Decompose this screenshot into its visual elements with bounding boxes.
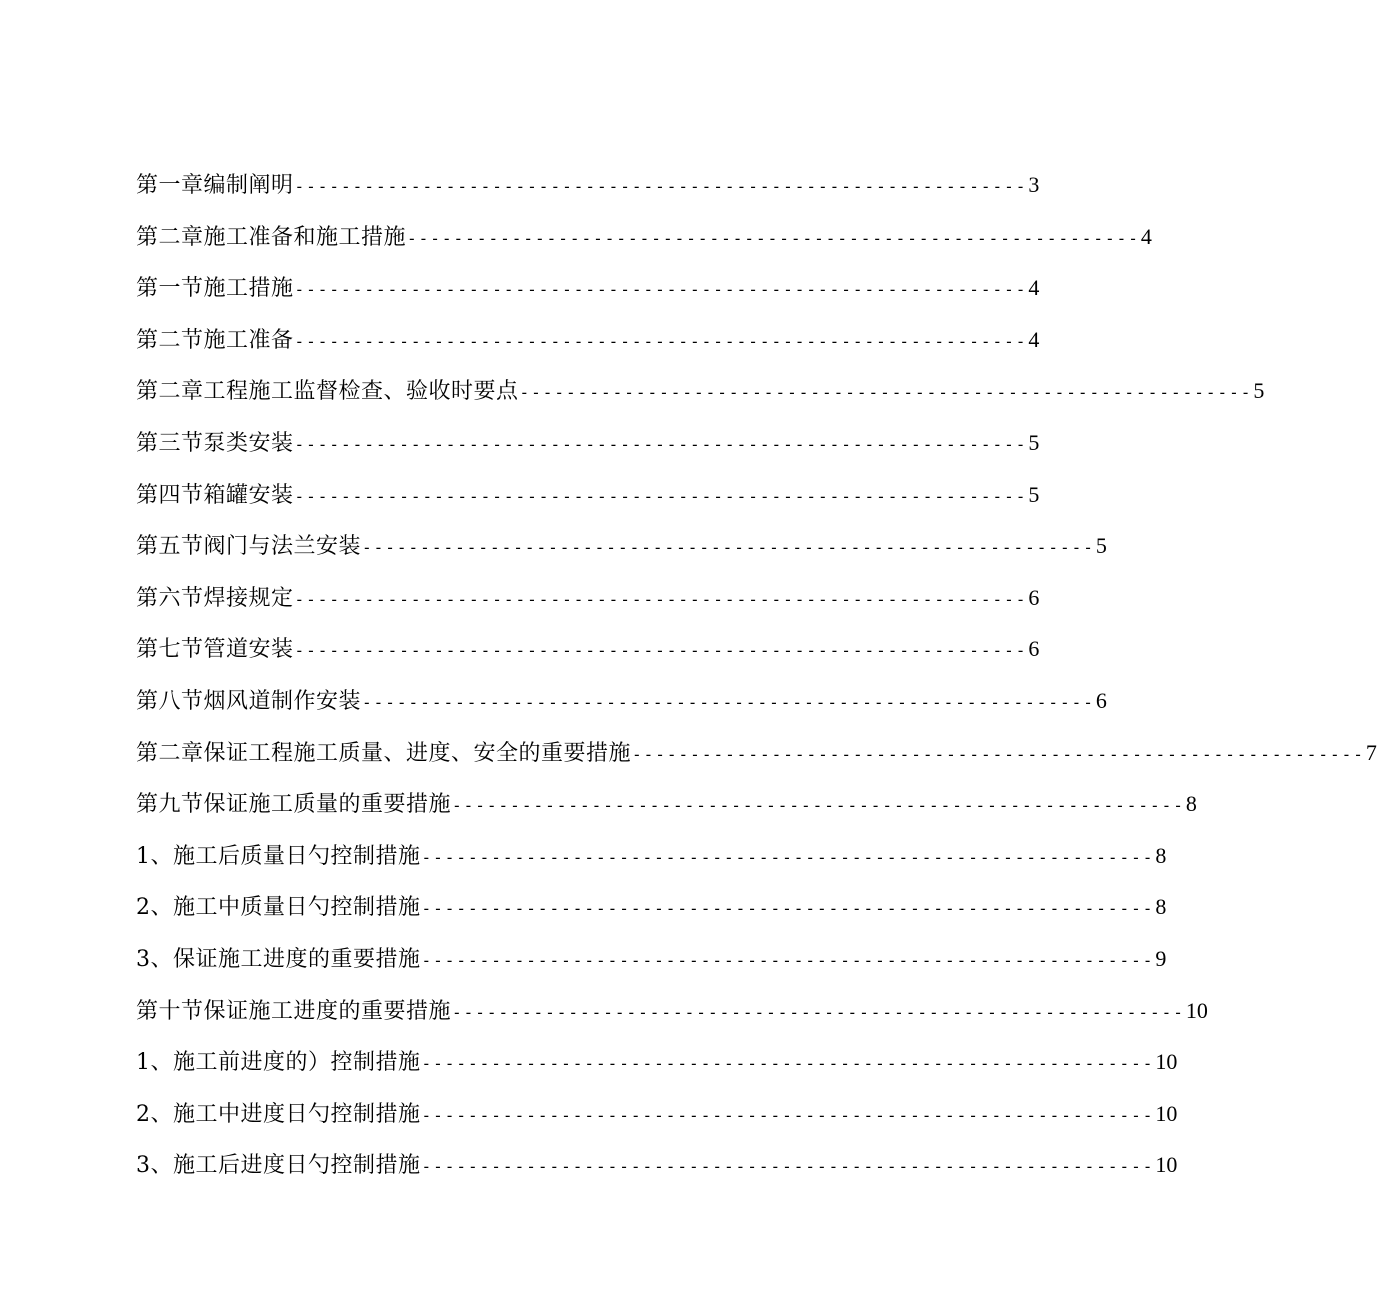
toc-entry-title: 第十节保证施工进度的重要措施: [136, 998, 452, 1024]
toc-entry-leader: ---------------------------------------------------------------: [452, 796, 1185, 816]
toc-entry-page: 5: [1095, 533, 1107, 559]
toc-entry-leader: ---------------------------------------------------------------: [421, 1054, 1155, 1074]
toc-entry[interactable]: [136, 273, 1040, 325]
toc-entry-title: 第六节焊接规定: [136, 585, 294, 611]
toc-entry[interactable]: [136, 325, 1040, 377]
toc-entry[interactable]: [136, 686, 1107, 738]
toc-entry-title: 第四节箱罐安装: [136, 482, 294, 508]
toc-entry-page: 4: [1140, 223, 1152, 249]
toc-entry-title: 2、施工中质量日勺控制措施: [136, 895, 421, 921]
toc-entry-leader: ---------------------------------------------------------------: [294, 486, 1028, 506]
toc-entry-page: 6: [1028, 636, 1040, 662]
toc-entry-title: 第五节阀门与法兰安装: [136, 534, 362, 560]
toc-entry[interactable]: [136, 531, 1107, 583]
toc-entry-leader: ---------------------------------------------------------------: [362, 692, 1095, 712]
table-of-contents: [136, 170, 1377, 1202]
toc-entry[interactable]: [136, 428, 1040, 480]
toc-entry-title: 第二节施工准备: [136, 327, 294, 353]
toc-entry-page: 8: [1185, 791, 1197, 817]
toc-entry-title: 2、施工中进度日勺控制措施: [136, 1101, 421, 1127]
toc-entry[interactable]: [136, 996, 1208, 1048]
toc-entry-page: 5: [1028, 481, 1040, 507]
toc-entry-leader: ---------------------------------------------------------------: [452, 1002, 1185, 1022]
toc-entry-page: 10: [1155, 1152, 1178, 1178]
toc-entry-page: 4: [1028, 326, 1040, 352]
toc-entry-page: 5: [1028, 429, 1040, 455]
toc-entry-title: 第二章施工准备和施工措施: [136, 224, 407, 250]
toc-entry-leader: ---------------------------------------------------------------: [421, 1105, 1155, 1125]
toc-entry-leader: ---------------------------------------------------------------: [407, 228, 1140, 248]
toc-entry-title: 1、施工前进度的）控制措施: [136, 1050, 421, 1076]
toc-entry-page: 5: [1253, 378, 1265, 404]
toc-entry-title: 第二章工程施工监督检查、验收时要点: [136, 379, 519, 405]
toc-entry-title: 3、施工后进度日勺控制措施: [136, 1153, 421, 1179]
toc-entry-leader: ---------------------------------------------------------------: [294, 280, 1028, 300]
toc-entry-page: 8: [1155, 894, 1167, 920]
toc-entry-leader: ---------------------------------------------------------------: [294, 434, 1028, 454]
toc-entry[interactable]: [136, 892, 1167, 944]
toc-entry-page: 4: [1028, 275, 1040, 301]
toc-entry-leader: ---------------------------------------------------------------: [632, 744, 1365, 764]
toc-entry[interactable]: [136, 634, 1040, 686]
toc-entry-page: 7: [1365, 739, 1377, 765]
toc-entry-page: 6: [1095, 687, 1107, 713]
toc-entry-title: 1、施工后质量日勺控制措施: [136, 843, 421, 869]
toc-entry-leader: ---------------------------------------------------------------: [421, 899, 1155, 919]
toc-entry-page: 3: [1028, 172, 1040, 197]
toc-entry[interactable]: [136, 222, 1152, 274]
toc-entry-title: 第七节管道安装: [136, 637, 294, 663]
toc-entry[interactable]: [136, 376, 1265, 428]
toc-entry-page: 6: [1028, 584, 1040, 610]
toc-entry-leader: ---------------------------------------------------------------: [294, 641, 1028, 661]
toc-entry-leader: ---------------------------------------------------------------: [294, 177, 1028, 196]
toc-entry[interactable]: [136, 1150, 1178, 1202]
toc-entry-page: 10: [1155, 1100, 1178, 1126]
toc-entry-title: 第八节烟风道制作安装: [136, 688, 362, 714]
toc-entry-page: 10: [1155, 1049, 1178, 1075]
toc-entry[interactable]: [136, 583, 1040, 635]
toc-entry[interactable]: [136, 1099, 1178, 1151]
toc-entry-leader: ---------------------------------------------------------------: [421, 1157, 1155, 1177]
toc-entry-page: 9: [1155, 945, 1167, 971]
toc-entry-title: 3、保证施工进度的重要措施: [136, 946, 421, 972]
toc-entry-title: 第一节施工措施: [136, 276, 294, 302]
toc-entry-page: 8: [1155, 842, 1167, 868]
toc-entry[interactable]: [136, 170, 1040, 222]
toc-entry-leader: ---------------------------------------------------------------: [519, 383, 1253, 403]
toc-entry-page: 10: [1185, 997, 1208, 1023]
toc-entry-title: 第三节泵类安装: [136, 430, 294, 456]
toc-entry-leader: ---------------------------------------------------------------: [421, 847, 1155, 867]
toc-entry[interactable]: [136, 738, 1377, 790]
toc-entry-leader: ---------------------------------------------------------------: [294, 589, 1028, 609]
toc-entry-leader: ---------------------------------------------------------------: [421, 950, 1155, 970]
toc-entry[interactable]: [136, 1047, 1178, 1099]
toc-entry-title: 第一章编制阐明: [136, 173, 294, 198]
toc-entry[interactable]: [136, 480, 1040, 532]
toc-entry-leader: ---------------------------------------------------------------: [362, 538, 1095, 558]
toc-entry-title: 第二章保证工程施工质量、进度、安全的重要措施: [136, 740, 632, 766]
toc-entry-title: 第九节保证施工质量的重要措施: [136, 792, 452, 818]
toc-entry-leader: ---------------------------------------------------------------: [294, 331, 1028, 351]
toc-entry[interactable]: [136, 944, 1167, 996]
toc-entry[interactable]: [136, 841, 1167, 893]
toc-entry[interactable]: [136, 789, 1197, 841]
